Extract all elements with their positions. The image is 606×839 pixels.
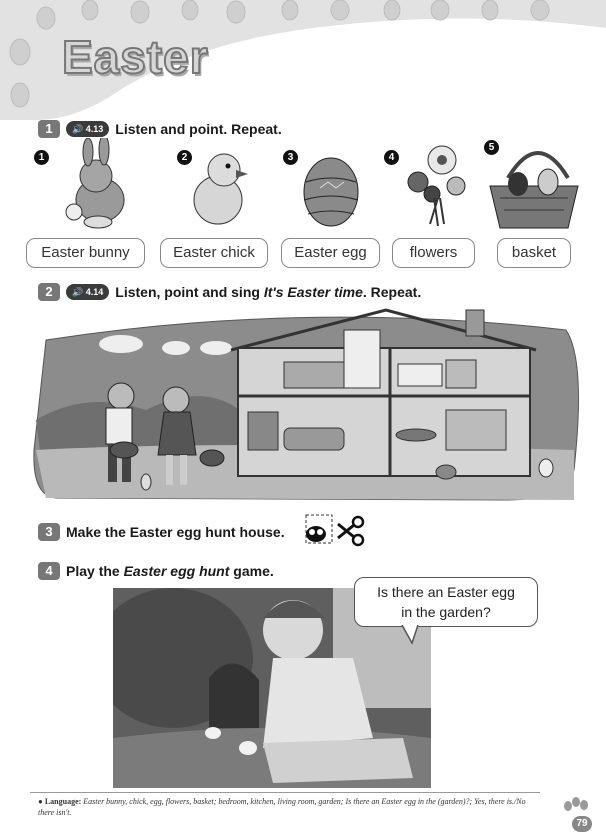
song-title: It's Easter time — [263, 284, 363, 300]
word-label: Easter chick — [160, 238, 268, 268]
exercise-instruction: Make the Easter egg hunt house. — [66, 524, 285, 540]
game-title: Easter egg hunt — [123, 563, 230, 579]
bullet-icon: ● — [38, 797, 43, 806]
easter-house-scene — [26, 300, 582, 505]
speech-bubble — [354, 577, 538, 627]
item-2-badge: 2 — [177, 150, 192, 165]
page-title: Easter — [62, 31, 209, 83]
instruction-text: . Repeat. — [362, 284, 422, 300]
bubble-line: in the garden? — [401, 604, 491, 620]
exercise-instruction — [115, 284, 421, 300]
scissors-icon — [338, 517, 363, 545]
egg-illustration — [304, 158, 358, 226]
basket-illustration — [490, 153, 578, 228]
item-5-badge: 5 — [484, 140, 499, 155]
exercise-number: 1 — [38, 120, 60, 138]
exercise-4-header — [38, 562, 274, 580]
word-label: Easter egg — [281, 238, 380, 268]
instruction-text: Play the — [66, 563, 124, 579]
speech-bubble-tail — [398, 625, 428, 645]
exercise-instruction: Listen and point. Repeat. — [115, 121, 282, 137]
speaker-icon: 🔊 — [72, 124, 84, 134]
vocabulary-illustrations — [28, 138, 588, 233]
speaker-icon: 🔊 — [72, 287, 84, 297]
chick-illustration — [194, 154, 248, 224]
exercise-3-header — [38, 523, 285, 541]
cut-out-icon — [296, 512, 372, 550]
language-text: Easter bunny, chick, egg, flowers, basket; bedroom, kitchen, living room, garden; Is there an Easter egg in the (garden)?; Yes, there is./No there isn't. — [38, 797, 526, 817]
exercise-number: 3 — [38, 523, 60, 541]
language-label: Language: — [44, 797, 82, 806]
word-label: flowers — [392, 238, 475, 268]
word-label: Easter bunny — [26, 238, 145, 268]
exercise-number: 4 — [38, 562, 60, 580]
audio-track: 4.13 — [85, 124, 104, 134]
flowers-illustration — [408, 146, 465, 226]
item-4-badge: 4 — [384, 150, 399, 165]
instruction-text: Listen, point and sing — [115, 284, 264, 300]
divider — [30, 792, 540, 793]
instruction-text: game. — [229, 563, 274, 579]
exercise-instruction — [66, 563, 274, 579]
item-3-badge: 3 — [283, 150, 298, 165]
bunny-illustration — [66, 138, 124, 228]
bubble-line: Is there an Easter egg — [377, 584, 515, 600]
word-label: basket — [497, 238, 571, 268]
exercise-1-header — [38, 120, 282, 138]
exercise-2-header — [38, 283, 421, 301]
item-1-badge: 1 — [34, 150, 49, 165]
audio-track: 4.14 — [85, 287, 104, 297]
audio-track-button[interactable] — [66, 121, 109, 137]
language-note — [38, 796, 538, 818]
exercise-number: 2 — [38, 283, 60, 301]
audio-track-button[interactable] — [66, 284, 109, 300]
page-number: 79 — [572, 816, 592, 832]
